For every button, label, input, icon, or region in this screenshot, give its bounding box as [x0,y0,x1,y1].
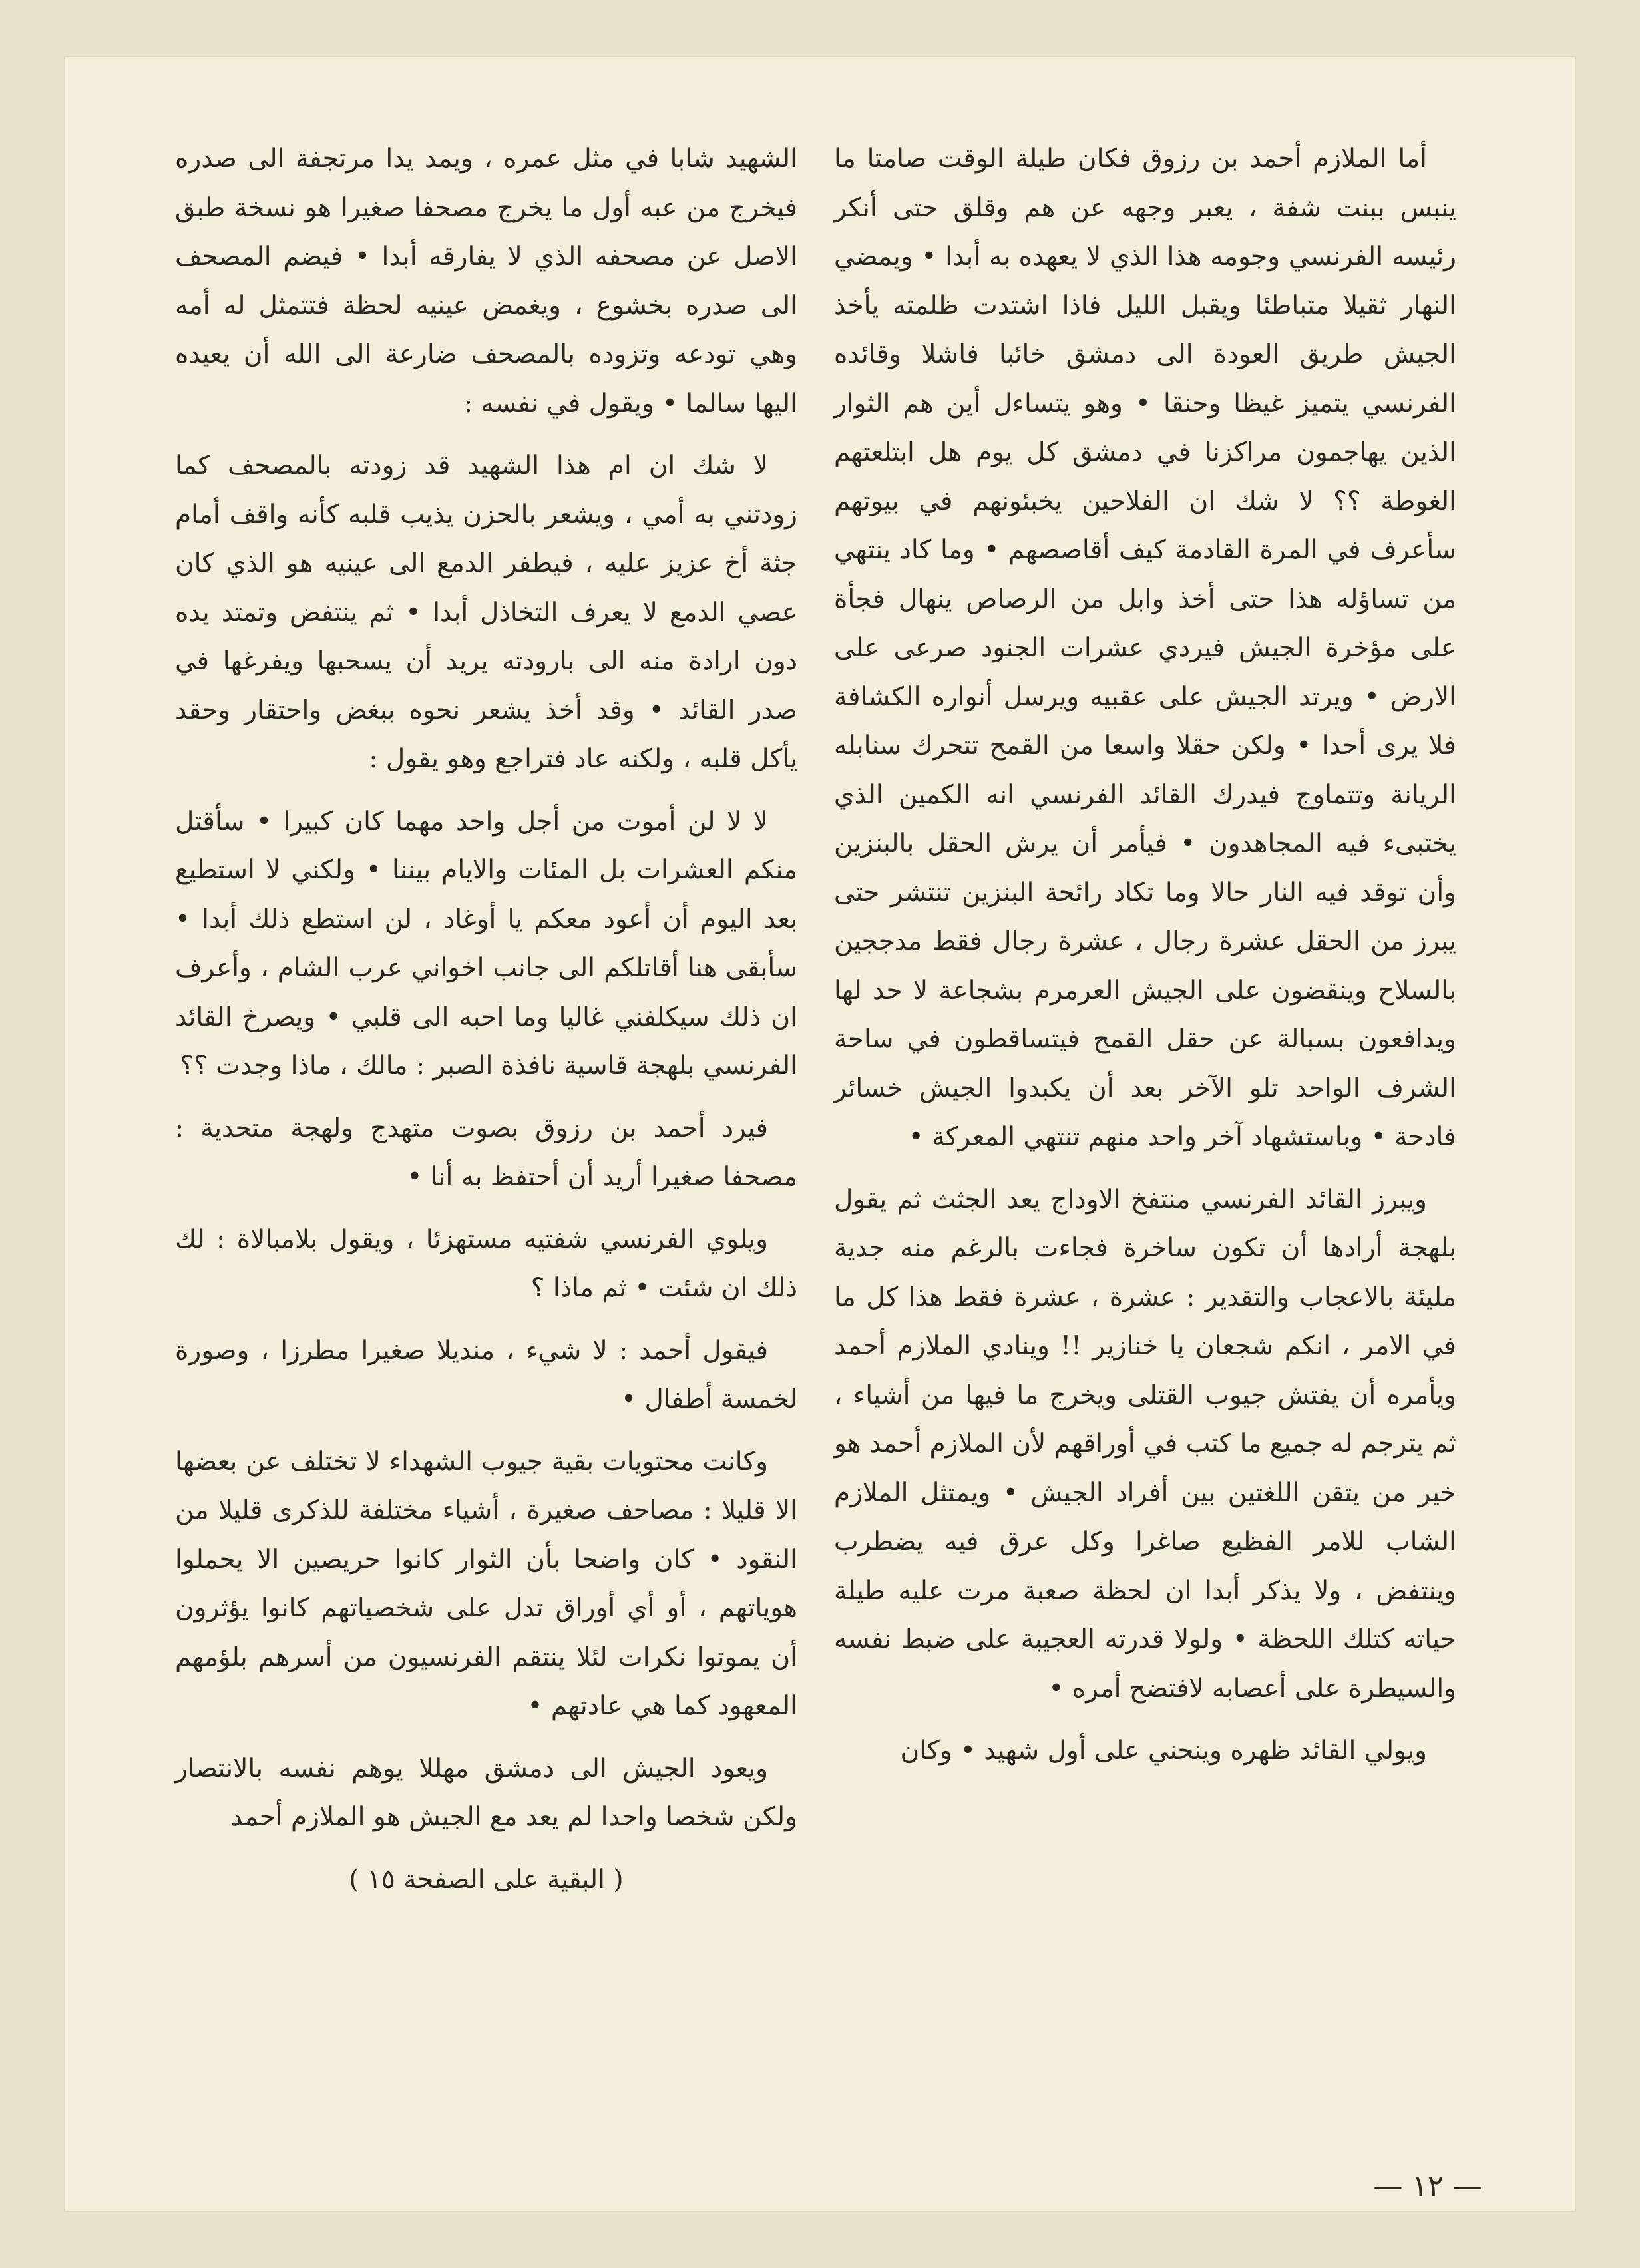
paragraph: لا شك ان ام هذا الشهيد قد زودته بالمصحف كما زودتني به أمي ، ويشعر بالحزن يذيب قلبه كأنه واقف أمام جثة أخ عزيز عليه ، فيطفر الدمع الى عينيه هو الذي كان عصي الدمع لا يعرف التخاذل أبدا • ثم ينتفض وتمتد يده دون ارادة منه الى بارودته يريد أن يسحبها ويفرغها في صدر القائد • وقد أخذ يشعر نحوه ببغض واحتقار وحقد يأكل قلبه ، ولكنه عاد فتراجع وهو يقول : [175,451,797,774]
paragraph: أما الملازم أحمد بن رزوق فكان طيلة الوقت صامتا ما ينبس ببنت شفة ، يعبر وجهه عن هم وقلق حتى أنكر رئيسه الفرنسي وجومه هذا الذي لا يعهده به أبدا • ويمضي النهار ثقيلا متباطئا ويقبل الليل فاذا اشتدت ظلمته يأخذ الجيش طريق العودة الى دمشق خائبا فاشلا وقائده الفرنسي يتميز غيظا وحنقا • وهو يتساءل أين هم الثوار الذين يهاجمون مراكزنا في دمشق كل يوم هل ابتلعتهم الغوطة ؟؟ لا شك ان الفلاحين يخبئونهم في بيوتهم سأعرف في المرة القادمة كيف أقاصصهم • وما كاد ينتهي من تساؤله هذا حتى أخذ وابل من الرصاص ينهال فجأة على مؤخرة الجيش فيردي عشرات الجنود صرعى على الارض • ويرتد الجيش على عقبيه ويرسل أنواره الكشافة فلا يرى أحدا • ولكن حقلا واسعا من القمح تتحرك سنابله الريانة وتتماوج فيدرك القائد الفرنسي انه الكمين الذي يختبىء فيه المجاهدون • فيأمر أن يرش الحقل بالبنزين وأن توقد فيه النار حالا وما تكاد رائحة البنزين تنتشر حتى يبرز من الحقل عشرة رجال ، عشرة رجال فقط مدججين بالسلاح وينقضون على الجيش العرمرم بشجاعة لا حد لها ويدافعون بسبالة عن حقل القمح فيتساقطون في ساحة الشرف الواحد تلو الآخر بعد أن يكبدوا الجيش خسائر فادحة • وباستشهاد آخر واحد منهم تنتهي المعركة • [834,144,1456,1152]
paragraph: ويعود الجيش الى دمشق مهللا يوهم نفسه بالانتصار ولكن شخصا واحدا لم يعد مع الجيش هو الملازم أحمد [175,1753,797,1832]
paragraph: ويلوي الفرنسي شفتيه مستهزئا ، ويقول بلامبالاة : لك ذلك ان شئت • ثم ماذا ؟ [175,1224,797,1303]
left-column [175,134,797,1917]
magazine-page [64,56,1576,2212]
paragraph: فيقول أحمد : لا شيء ، منديلا صغيرا مطرزا ، وصورة لخمسة أطفال • [175,1335,797,1414]
continued-note: ( البقية على الصفحة ١٥ ) [349,1864,624,1895]
paragraph: وكانت محتويات بقية جيوب الشهداء لا تختلف عن بعضها الا قليلا : مصاحف صغيرة ، أشياء مختلفة للذكرى قليلا من النقود • كان واضحا بأن الثوار كانوا حريصين الا يحملوا هوياتهم ، أو أي أوراق تدل على شخصياتهم كانوا يؤثرون أن يموتوا نكرات لئلا ينتقم الفرنسيون من أسرهم بلؤمهم المعهود كما هي عادتهم • [175,1446,797,1721]
paragraph: لا لا لن أموت من أجل واحد مهما كان كبيرا • سأقتل منكم العشرات بل المئات والايام بيننا • ولكني لا استطيع بعد اليوم أن أعود معكم يا أوغاد ، لن استطع ذلك أبدا • سأبقى هنا أقاتلكم الى جانب اخواني عرب الشام ، وأعرف ان ذلك سيكلفني غاليا وما احبه الى قلبي • ويصرخ القائد الفرنسي بلهجة قاسية نافذة الصبر : مالك ، ماذا وجدت ؟؟ [175,806,797,1081]
paragraph: فيرد أحمد بن رزوق بصوت متهدج ولهجة متحدية : مصحفا صغيرا أريد أن أحتفظ به أنا • [175,1113,797,1192]
paragraph: ويبرز القائد الفرنسي منتفخ الاوداج يعد الجثث ثم يقول بلهجة أرادها أن تكون ساخرة فجاءت بالرغم منه جدية مليئة بالاعجاب والتقدير : عشرة ، عشرة فقط هذا كل ما في الامر ، انكم شجعان يا خنازير !! وينادي الملازم أحمد ويأمره أن يفتش جيوب القتلى ويخرج ما فيها من أشياء ، ثم يترجم له جميع ما كتب في أوراقهم لأن الملازم أحمد هو خير من يتقن اللغتين بين أفراد الجيش • ويمتثل الملازم الشاب للامر الفظيع صاغرا وكل عرق فيه يضطرب وينتفض ، ولا يذكر أبدا ان لحظة صعبة مرت عليه طيلة حياته كتلك اللحظة • ولولا قدرته العجيبة على ضبط نفسه والسيطرة على أعصابه لافتضح أمره • [834,1184,1456,1704]
right-column [834,134,1456,1789]
page-number: — ١٢ — [1373,2170,1482,2203]
paragraph: الشهيد شابا في مثل عمره ، ويمد يدا مرتجفة الى صدره فيخرج من عبه أول ما يخرج مصحفا صغيرا هو نسخة طبق الاصل عن مصحفه الذي لا يفارقه أبدا • فيضم المصحف الى صدره بخشوع ، ويغمض عينيه لحظة فتتمثل له أمه وهي تودعه وتزوده بالمصحف ضارعة الى الله أن يعيده اليها سالما • ويقول في نفسه : [175,144,797,419]
paragraph: ويولي القائد ظهره وينحني على أول شهيد • وكان [900,1736,1427,1766]
